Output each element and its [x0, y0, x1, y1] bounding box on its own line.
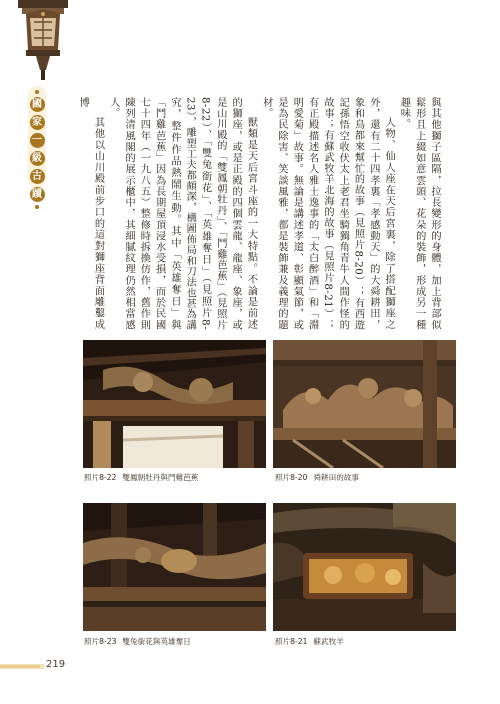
photo-carved-panel-suwu [273, 503, 456, 631]
paragraph: 人物、仙人座在天后宮裏，除了搭配獅座之外，還有二十四孝裏「孝感動天」的大舜耕田，象和鳥都來幫忙的故事（見照片8-20）；有西遊記孫悟空收伏太上老君坐騎獨角青牛人間作怪的故事；有蘇武牧羊北海的故事（見照片8-21）；有正殿描述名人雅士逸事的「太白醉酒」和「淵明愛菊」故事。無論是講述孝道、彰顯氣節，或是為民除害、笑談風雅，都是裝飾兼及義理的題材。 [260, 97, 395, 330]
paragraph: 與其他獅子區隔，拉長變形的身體，加上背部似鬆形且上綴如意雲頭、花朵的裝飾，形成另一種趣味。 [398, 97, 440, 330]
photo-number: 照片8-22 [84, 473, 117, 482]
series-label-char [30, 133, 45, 148]
photo-caption [84, 636, 191, 647]
lantern-decoration [12, 0, 74, 82]
photo-carved-bracket-phoenix [83, 340, 266, 468]
footer-ornament [0, 662, 44, 671]
photo-caption [84, 472, 198, 483]
article-body [72, 97, 442, 330]
series-label-char [30, 97, 45, 112]
photo-number: 照片8-23 [84, 637, 117, 646]
page-number: 219 [46, 659, 66, 670]
photo-carved-panel-shun [273, 340, 456, 468]
series-label-char [30, 115, 45, 130]
paragraph: 其他以山川殿前步口的這對獅座背面雕鑿成博 [77, 97, 104, 330]
series-label [28, 86, 46, 188]
photo-caption [275, 472, 359, 483]
photo-number: 照片8-21 [275, 637, 308, 646]
series-label-char [30, 187, 45, 202]
photo-title: 雙兔銜花與英雄奪日 [122, 637, 191, 646]
photo-title: 雙鳳朝牡丹與鬥雞芭蕉 [122, 473, 199, 482]
series-label-char [30, 169, 45, 184]
photo-title: 舜耕田的故事 [313, 473, 359, 482]
photo-carved-bracket-rabbit [83, 503, 266, 631]
paragraph: 獸類是天后宮斗座的一大特點。不論是前述的獅座，或是正殿的四個雲龍、龍座、象座，或是山川殿的「雙鳳朝牡丹」、「鬥雞芭蕉」（見照片8-22）、「雙兔銜花」、「英雄奪日」（見照片8-23），雕塑工夫都頗深，構圖佈局和刀法也甚為講究，整件作品熱鬧生動。其中「英雄奪日」與「鬥雞芭蕉」因為長期屋頂浸水受損，而於民國七十四年（一九八五）整修時拆換仿作，舊作則陳列清風閣的展示櫃中，其細膩紋理仍然相當感人。 [107, 97, 257, 330]
dot-ornament [35, 90, 39, 94]
series-label-char [30, 151, 45, 166]
photo-caption [275, 636, 344, 647]
photo-number: 照片8-20 [275, 473, 308, 482]
dot-ornament [35, 205, 39, 209]
photo-title: 蘇武牧羊 [313, 637, 344, 646]
